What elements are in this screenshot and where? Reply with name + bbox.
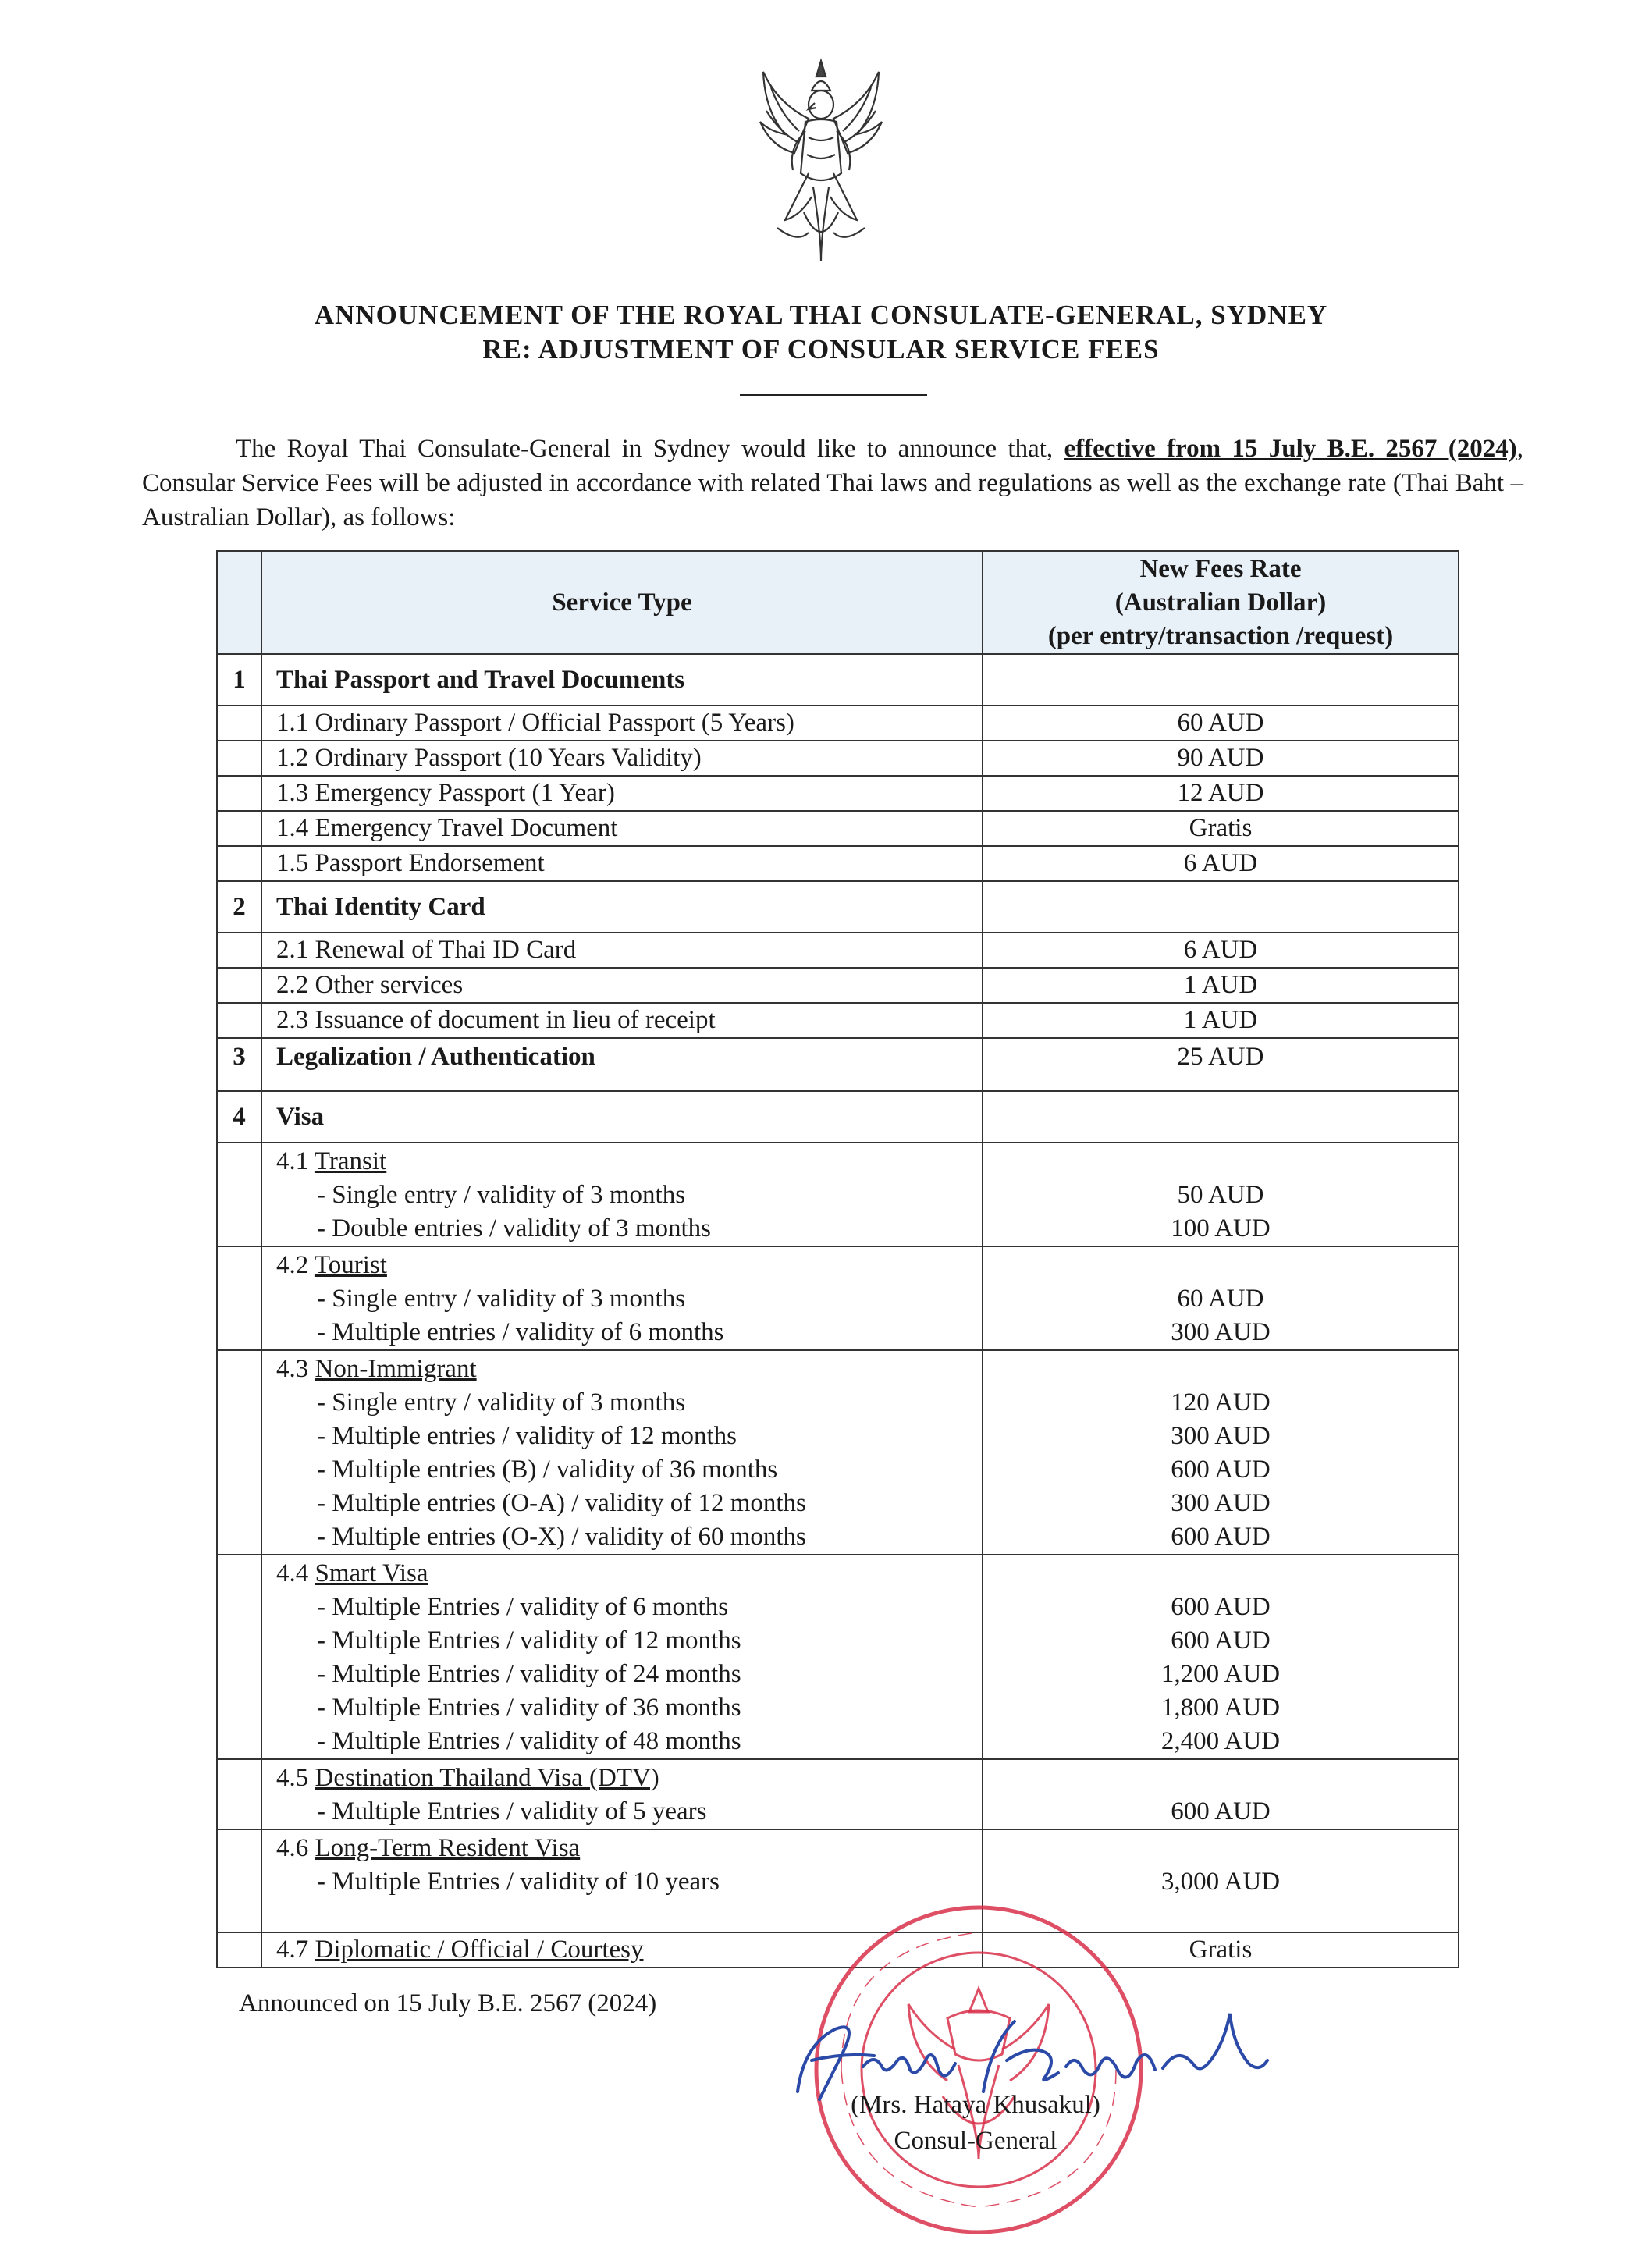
visa-group-row <box>217 1759 1459 1829</box>
fee-value: 1,200 AUD <box>1160 1660 1281 1688</box>
visa-group-number: 4.6 <box>276 1834 309 1862</box>
section-row <box>217 1038 1459 1091</box>
visa-option-label: - Multiple Entries / validity of 12 months <box>317 1626 741 1655</box>
service-label: 1.2 Ordinary Passport (10 Years Validity) <box>261 741 983 776</box>
service-label: 2.3 Issuance of document in lieu of receipt <box>261 1003 983 1038</box>
visa-option-label: - Single entry / validity of 3 months <box>317 1181 686 1209</box>
fees-table <box>216 550 1459 1968</box>
section-row <box>217 881 1459 933</box>
fee-value: 600 AUD <box>1171 1456 1271 1484</box>
fee-value: Gratis <box>983 1932 1459 1968</box>
visa-group-number: 4.5 <box>276 1764 309 1792</box>
fee-value: 600 AUD <box>1171 1797 1271 1825</box>
section-number: 3 <box>217 1038 261 1091</box>
visa-option-label: - Multiple entries (B) / validity of 36 months <box>317 1456 778 1484</box>
visa-group-number: 4.4 <box>276 1559 309 1587</box>
service-label: 1.5 Passport Endorsement <box>261 846 983 881</box>
visa-group-number: 4.3 <box>276 1355 309 1383</box>
section-title: Visa <box>261 1091 983 1143</box>
fee-value: 600 AUD <box>1171 1626 1271 1655</box>
announcement-subject: RE: ADJUSTMENT OF CONSULAR SERVICE FEES <box>482 334 1160 364</box>
visa-option-label: - Multiple entries / validity of 12 months <box>317 1422 737 1450</box>
visa-group-name: Transit <box>314 1147 387 1175</box>
section-fee-cell <box>983 881 1459 933</box>
fee-value: 60 AUD <box>983 706 1459 741</box>
visa-group-name: Long-Term Resident Visa <box>315 1834 581 1862</box>
table-header-row <box>217 551 1459 654</box>
service-label: 1.1 Ordinary Passport / Official Passport (5 Years) <box>261 706 983 741</box>
visa-group-name: Non-Immigrant <box>315 1355 477 1383</box>
visa-group-cell <box>261 1350 983 1555</box>
visa-group-name: Destination Thailand Visa (DTV) <box>315 1764 659 1792</box>
section-number: 4 <box>217 1091 261 1143</box>
header-number-cell <box>217 551 261 654</box>
section-fee-cell <box>983 654 1459 706</box>
visa-fee-cell <box>983 1350 1459 1555</box>
visa-option-label: - Multiple Entries / validity of 24 months <box>317 1660 741 1688</box>
visa-group-name: Tourist <box>314 1251 387 1279</box>
visa-option-label: - Multiple Entries / validity of 36 months <box>317 1694 741 1722</box>
fee-value: 50 AUD <box>1177 1181 1264 1209</box>
service-label: 1.4 Emergency Travel Document <box>261 811 983 846</box>
fee-value: 1 AUD <box>983 968 1459 1003</box>
visa-group-cell <box>261 1555 983 1759</box>
visa-option-label: - Single entry / validity of 3 months <box>317 1285 686 1313</box>
fee-value: Gratis <box>983 811 1459 846</box>
garuda-emblem-icon <box>754 56 888 270</box>
visa-option-label: - Multiple Entries / validity of 6 months <box>317 1593 729 1621</box>
table-row <box>217 933 1459 968</box>
section-title: Thai Passport and Travel Documents <box>261 654 983 706</box>
visa-group-row <box>217 1246 1459 1350</box>
fee-value: 100 AUD <box>1171 1214 1271 1242</box>
table-row <box>217 811 1459 846</box>
fee-value: 300 AUD <box>1171 1318 1271 1346</box>
fee-value: 1,800 AUD <box>1160 1694 1281 1722</box>
fee-value: 3,000 AUD <box>1160 1868 1281 1896</box>
visa-group-number: 4.2 <box>276 1251 309 1279</box>
fee-value: 6 AUD <box>983 933 1459 968</box>
fee-value: 12 AUD <box>983 776 1459 811</box>
visa-fee-cell <box>983 1143 1459 1246</box>
section-title: Thai Identity Card <box>261 881 983 933</box>
announcement-title: ANNOUNCEMENT OF THE ROYAL THAI CONSULATE-GENERAL, SYDNEY <box>314 300 1328 330</box>
signatory-title: Consul-General <box>894 2127 1057 2155</box>
section-number: 2 <box>217 881 261 933</box>
header-fee-line3: (per entry/transaction /request) <box>1047 621 1394 650</box>
visa-option-label: - Multiple Entries / validity of 5 years <box>317 1797 707 1825</box>
fee-value: 90 AUD <box>983 741 1459 776</box>
visa-fee-cell <box>983 1759 1459 1829</box>
title-underline-divider <box>740 394 927 396</box>
section-fee-cell <box>983 1091 1459 1143</box>
table-row <box>217 968 1459 1003</box>
fee-value: 6 AUD <box>983 846 1459 881</box>
announcement-date: Announced on 15 July B.E. 2567 (2024) <box>239 1989 657 2017</box>
visa-option-label: - Multiple Entries / validity of 48 months <box>317 1727 741 1755</box>
section-number: 1 <box>217 654 261 706</box>
visa-fee-cell <box>983 1555 1459 1759</box>
fee-value: 600 AUD <box>1171 1523 1271 1551</box>
visa-group-number: 4.1 <box>276 1147 309 1175</box>
section-row <box>217 1091 1459 1143</box>
table-row <box>217 846 1459 881</box>
visa-option-label: - Multiple entries / validity of 6 months <box>317 1318 724 1346</box>
fee-value: 300 AUD <box>1171 1422 1271 1450</box>
fee-value: 25 AUD <box>983 1038 1459 1091</box>
signatory-name: (Mrs. Hataya Khusakul) <box>851 2091 1100 2119</box>
fee-value: 600 AUD <box>1171 1593 1271 1621</box>
visa-fee-cell <box>983 1246 1459 1350</box>
fee-value: 1 AUD <box>983 1003 1459 1038</box>
visa-option-label: - Double entries / validity of 3 months <box>317 1214 712 1242</box>
service-label: 2.2 Other services <box>261 968 983 1003</box>
visa-group-number: 4.7 <box>276 1936 309 1964</box>
visa-group-row <box>217 1143 1459 1246</box>
table-row <box>217 1003 1459 1038</box>
fee-value: 120 AUD <box>1171 1388 1271 1417</box>
header-fee-cell <box>983 551 1459 654</box>
visa-option-label: - Multiple entries (O-X) / validity of 60 months <box>317 1523 806 1551</box>
section-title: Legalization / Authentication <box>261 1038 983 1091</box>
service-label: 1.3 Emergency Passport (1 Year) <box>261 776 983 811</box>
intro-part1: The Royal Thai Consulate-General in Sydney would like to announce that, <box>236 435 1064 463</box>
intro-part2: , Consular Service Fees will be adjusted in accordance with related Thai laws and regulations as well as the exchange rate (Thai Baht – Australian Dollar), as follows: <box>142 435 1523 531</box>
visa-group-row <box>217 1555 1459 1759</box>
visa-option-label: - Multiple Entries / validity of 10 years <box>317 1868 720 1896</box>
visa-group-name: Diplomatic / Official / Courtesy <box>315 1936 644 1964</box>
section-row <box>217 654 1459 706</box>
visa-option-label: - Single entry / validity of 3 months <box>317 1388 686 1417</box>
visa-group-row <box>217 1350 1459 1555</box>
visa-group-cell <box>261 1143 983 1246</box>
fee-value: 300 AUD <box>1171 1489 1271 1517</box>
effective-date-emphasis: effective from 15 July B.E. 2567 (2024) <box>1064 435 1517 463</box>
header-fee-line2: (Australian Dollar) <box>1114 588 1327 617</box>
header-fee-line1: New Fees Rate <box>1139 554 1302 583</box>
header-service-type: Service Type <box>261 551 983 654</box>
intro-paragraph <box>142 432 1523 535</box>
service-label: 2.1 Renewal of Thai ID Card <box>261 933 983 968</box>
fee-value: 60 AUD <box>1177 1285 1264 1313</box>
fee-value: 2,400 AUD <box>1160 1727 1281 1755</box>
visa-group-name: Smart Visa <box>315 1559 428 1587</box>
visa-group-cell <box>261 1759 983 1829</box>
table-row <box>217 706 1459 741</box>
visa-option-label: - Multiple entries (O-A) / validity of 12 months <box>317 1489 806 1517</box>
table-row <box>217 741 1459 776</box>
table-row <box>217 776 1459 811</box>
visa-group-cell <box>261 1246 983 1350</box>
